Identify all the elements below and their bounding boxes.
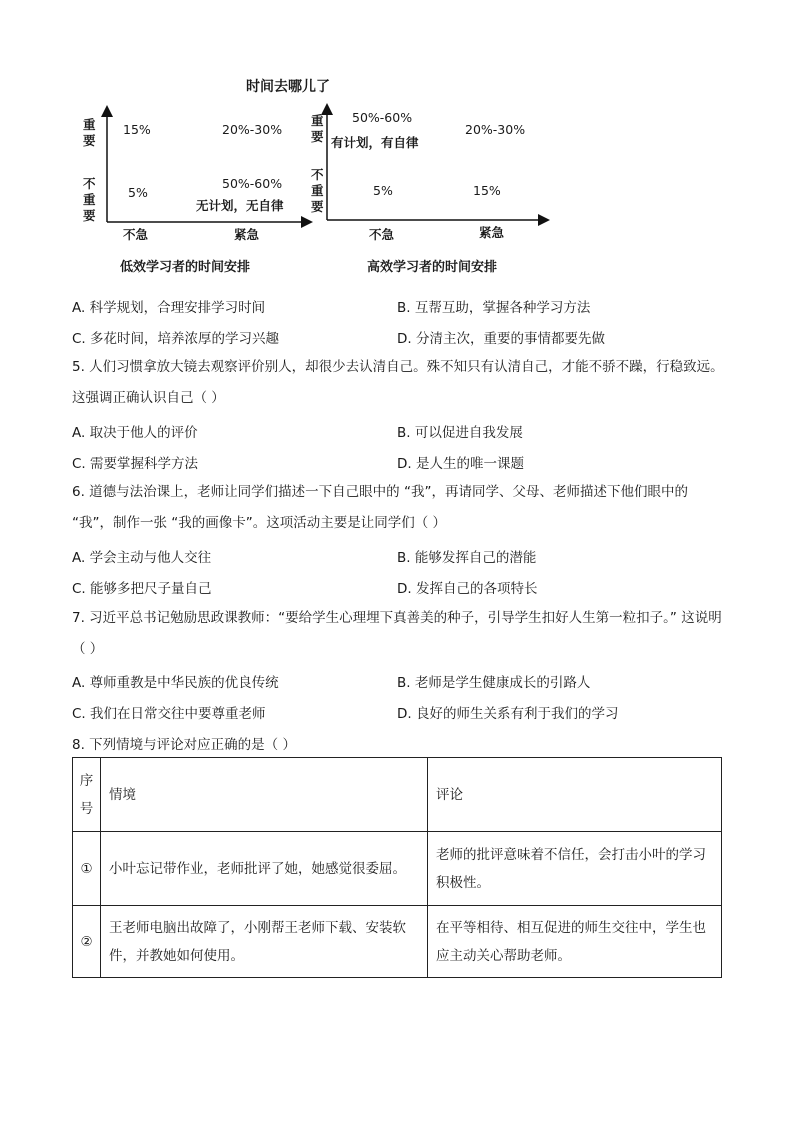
time-figure bbox=[0, 0, 794, 290]
q6-option-a[interactable]: A. 学会主动与他人交往 bbox=[72, 550, 212, 566]
q4-option-a[interactable]: A. 科学规划，合理安排学习时间 bbox=[72, 300, 266, 316]
header-index: 序号 bbox=[73, 758, 101, 832]
q6-option-d[interactable]: D. 发挥自己的各项特长 bbox=[397, 581, 538, 597]
row-index: ② bbox=[73, 906, 101, 978]
row-index: ① bbox=[73, 832, 101, 906]
row-comment: 老师的批评意味着不信任，会打击小叶的学习积极性。 bbox=[428, 832, 722, 906]
row-situation: 王老师电脑出故障了，小刚帮王老师下载、安装软件，并教她如何使用。 bbox=[101, 906, 428, 978]
q4-option-c[interactable]: C. 多花时间，培养浓厚的学习兴趣 bbox=[72, 331, 280, 347]
q5-option-c[interactable]: C. 需要掌握科学方法 bbox=[72, 456, 199, 472]
left-cell-tl: 15% bbox=[123, 122, 151, 137]
q5-option-d[interactable]: D. 是人生的唯一课题 bbox=[397, 456, 524, 472]
right-cell-tl-value: 50%-60% bbox=[352, 110, 413, 125]
left-y-top-label: 重要 bbox=[83, 117, 96, 148]
right-y-top-label: 重要 bbox=[311, 113, 324, 144]
q7-option-d[interactable]: D. 良好的师生关系有利于我们的学习 bbox=[397, 706, 619, 722]
header-comment: 评论 bbox=[428, 758, 722, 832]
left-x-left-label: 不急 bbox=[123, 227, 149, 242]
table-row bbox=[73, 906, 722, 978]
left-cell-bl: 5% bbox=[128, 185, 148, 200]
q5-option-a[interactable]: A. 取决于他人的评价 bbox=[72, 425, 198, 441]
q6-option-b[interactable]: B. 能够发挥自己的潜能 bbox=[397, 550, 537, 566]
row-comment: 在平等相待、相互促进的师生交往中，学生也应主动关心帮助老师。 bbox=[428, 906, 722, 978]
table-header-row bbox=[73, 758, 722, 832]
q4-option-b[interactable]: B. 互帮互助，掌握各种学习方法 bbox=[397, 300, 591, 316]
header-situation: 情境 bbox=[101, 758, 428, 832]
left-caption: 低效学习者的时间安排 bbox=[120, 260, 251, 275]
right-x-right-label: 紧急 bbox=[479, 225, 505, 240]
left-cell-br-value: 50%-60% bbox=[222, 176, 283, 191]
left-cell-br-note: 无计划，无自律 bbox=[196, 198, 284, 213]
left-cell-tr: 20%-30% bbox=[222, 122, 283, 137]
q8-stem: 8. 下列情境与评论对应正确的是（ ） bbox=[72, 737, 296, 753]
q7-option-a[interactable]: A. 尊师重教是中华民族的优良传统 bbox=[72, 675, 279, 691]
right-cell-tr: 20%-30% bbox=[465, 122, 526, 137]
q4-option-d[interactable]: D. 分清主次，重要的事情都要先做 bbox=[397, 331, 605, 347]
left-x-right-label: 紧急 bbox=[234, 227, 260, 242]
table-row bbox=[73, 832, 722, 906]
q5-option-b[interactable]: B. 可以促进自我发展 bbox=[397, 425, 523, 441]
right-x-left-label: 不急 bbox=[369, 227, 395, 242]
q7-option-c[interactable]: C. 我们在日常交往中要尊重老师 bbox=[72, 706, 266, 722]
right-caption: 高效学习者的时间安排 bbox=[367, 260, 498, 275]
figure-title: 时间去哪儿了 bbox=[246, 79, 330, 95]
q6-option-c[interactable]: C. 能够多把尺子量自己 bbox=[72, 581, 212, 597]
right-cell-bl: 5% bbox=[373, 183, 393, 198]
q8-table bbox=[72, 757, 722, 978]
q7-stem: 7. 习近平总书记勉励思政课教师：“要给学生心理埋下真善美的种子，引导学生扣好人生第一粒扣子。” 这说明（ ） bbox=[72, 610, 722, 657]
row-situation: 小叶忘记带作业，老师批评了她，她感觉很委屈。 bbox=[101, 832, 428, 906]
right-cell-tl-note: 有计划，有自律 bbox=[331, 135, 419, 150]
q7-option-b[interactable]: B. 老师是学生健康成长的引路人 bbox=[397, 675, 591, 691]
q6-stem: 6. 道德与法治课上，老师让同学们描述一下自己眼中的 “我”，再请同学、父母、老师描述下他们眼中的 “我”，制作一张 “我的画像卡”。这项活动主要是让同学们（ ） bbox=[72, 484, 688, 531]
q5-stem: 5. 人们习惯拿放大镜去观察评价别人，却很少去认清自己。殊不知只有认清自己，才能不骄不躁，行稳致远。这强调正确认识自己（ ） bbox=[72, 359, 724, 406]
right-cell-br: 15% bbox=[473, 183, 501, 198]
left-y-bottom-label: 不重要 bbox=[83, 176, 96, 223]
right-y-bottom-label: 不重要 bbox=[311, 167, 324, 214]
